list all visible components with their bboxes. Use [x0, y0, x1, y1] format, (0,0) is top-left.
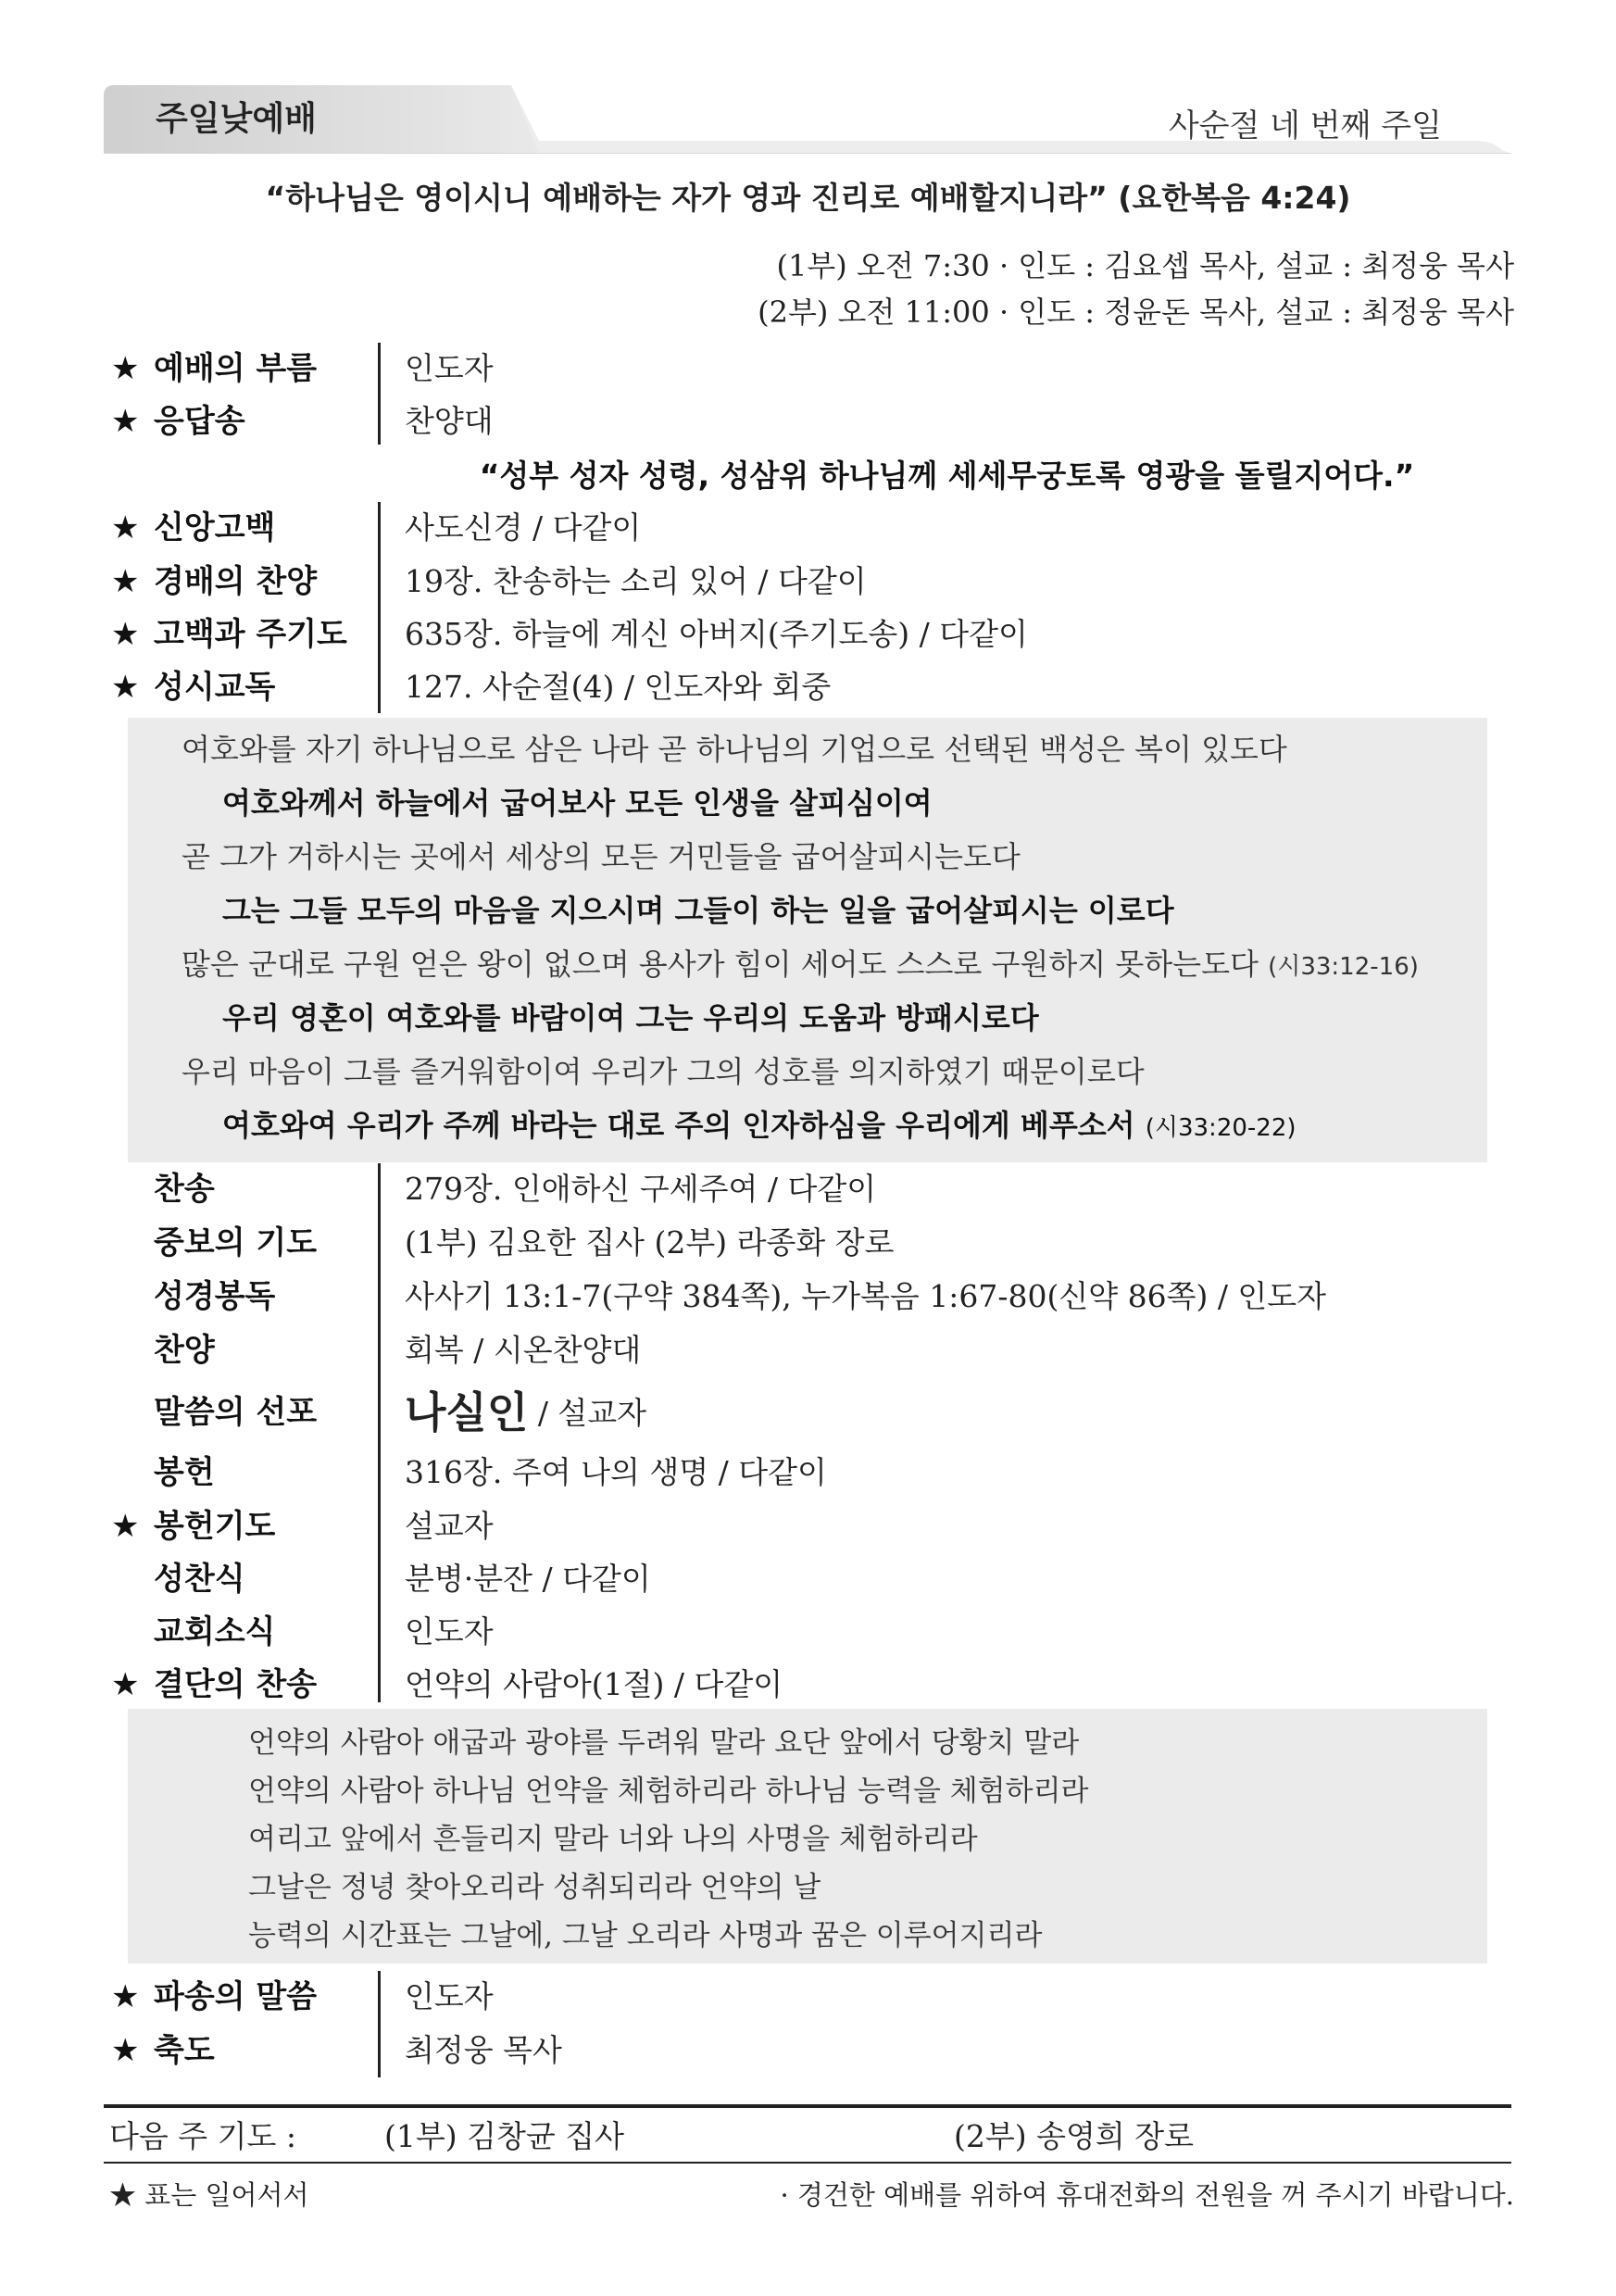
order-label: 중보의 기도 — [154, 1224, 318, 1261]
star-icon: ★ — [111, 1508, 140, 1545]
order-item — [0, 609, 1616, 660]
scripture-reference: (시33:12-16) — [1268, 953, 1419, 981]
order-value: 분병·분잔 / 다같이 — [405, 1561, 651, 1597]
order-value: 127. 사순절(4) / 인도자와 회중 — [405, 669, 832, 705]
order-label: ★ 예배의 부름 — [111, 343, 317, 395]
service-2-info: (2부) 오전 11:00 · 인도 : 정윤돈 목사, 설교 : 최정웅 목사 — [758, 295, 1514, 330]
response-text: “성부 성자 성령, 성삼위 하나님께 세세무궁토록 영광을 돌릴지어다.” — [479, 458, 1415, 494]
reading-line: 여호와여 우리가 주께 바라는 대로 주의 인자하심을 우리에게 베푸소서 (시33:20-22) — [222, 1108, 1297, 1143]
order-value: 나실인 / 설교자 — [405, 1387, 647, 1437]
scripture-reference: (시33:20-22) — [1145, 1114, 1297, 1142]
order-value: 635장. 하늘에 계신 아버지(주기도송) / 다같이 — [405, 616, 1028, 652]
order-label: ★ 고백과 주기도 — [111, 609, 347, 660]
order-label: ★ 성시교독 — [111, 661, 275, 713]
liturgical-week: 사순절 네 번째 주일 — [1168, 107, 1442, 144]
lyric-line: 능력의 시간표는 그날에, 그날 오리라 사명과 꿈은 이루어지리라 — [248, 1919, 1043, 1952]
order-item — [0, 556, 1616, 608]
order-value: 사사기 13:1-7(구약 384쪽), 누가복음 1:67-80(신약 86쪽) / 인도자 — [405, 1278, 1327, 1314]
order-label: 봉헌 — [154, 1454, 215, 1491]
star-icon: ★ — [111, 1666, 140, 1703]
page-title: 주일낮예배 — [156, 100, 317, 138]
order-label: 찬양 — [154, 1332, 215, 1369]
phone-notice: · 경건한 예배를 위하여 휴대전화의 전원을 꺼 주시기 바랍니다. — [780, 2179, 1514, 2211]
star-icon: ★ — [111, 350, 140, 387]
star-icon: ★ — [111, 2032, 140, 2069]
order-value: 인도자 — [405, 350, 494, 386]
reading-line: 여호와께서 하늘에서 굽어보사 모든 인생을 살피심이여 — [222, 785, 933, 821]
order-label: ★ 봉헌기도 — [111, 1500, 275, 1552]
order-value: 인도자 — [405, 1613, 494, 1650]
order-value: 316장. 주여 나의 생명 / 다같이 — [405, 1454, 827, 1490]
order-label: 성찬식 — [154, 1561, 245, 1598]
order-item — [0, 2025, 1616, 2076]
next-week-prayer-label: 다음 주 기도 : — [109, 2118, 296, 2154]
next-week-prayer-1: (1부) 김창균 집사 — [384, 2118, 624, 2154]
order-value: (1부) 김요한 집사 (2부) 라종화 장로 — [405, 1224, 895, 1261]
order-item — [0, 1553, 1616, 1605]
order-label: ★ 신앙고백 — [111, 502, 275, 554]
order-label: ★ 축도 — [111, 2025, 215, 2076]
order-item — [0, 1217, 1616, 1269]
reading-line: 그는 그들 모두의 마음을 지으시며 그들이 하는 일을 굽어살피시는 이로다 — [222, 893, 1174, 928]
lyric-line: 언약의 사람아 애굽과 광야를 두려워 말라 요단 앞에서 당황치 말라 — [248, 1726, 1080, 1760]
order-item — [0, 1324, 1616, 1376]
order-item — [0, 1163, 1616, 1215]
order-label: ★ 결단의 찬송 — [111, 1659, 317, 1711]
order-value: 설교자 — [405, 1508, 494, 1544]
order-item — [0, 1659, 1616, 1711]
order-value: 사도신경 / 다같이 — [405, 509, 642, 546]
order-value: 19장. 찬송하는 소리 있어 / 다같이 — [405, 563, 867, 599]
star-icon: ★ — [111, 403, 140, 440]
order-value: 최정웅 목사 — [405, 2032, 562, 2068]
order-value: 언약의 사람아(1절) / 다같이 — [405, 1666, 783, 1702]
order-item — [0, 395, 1616, 447]
reading-line: 많은 군대로 구원 얻은 왕이 없으며 용사가 힘이 세어도 스스로 구원하지 못하는도다 (시33:12-16) — [182, 947, 1419, 982]
reading-line: 우리 영혼이 여호와를 바람이여 그는 우리의 도움과 방패시로다 — [222, 1000, 1039, 1035]
star-icon: ★ — [111, 509, 140, 546]
order-label: ★ 경배의 찬양 — [111, 556, 317, 608]
divider — [104, 2104, 1511, 2108]
sermon-title: 나실인 — [405, 1387, 529, 1437]
reading-line: 곧 그가 거하시는 곳에서 세상의 모든 거민들을 굽어살피시는도다 — [182, 839, 1021, 874]
star-icon: ★ — [111, 1978, 140, 2015]
order-label: 찬송 — [154, 1171, 215, 1208]
order-value: 찬양대 — [405, 403, 494, 439]
reading-line: 우리 마음이 그를 즐거워함이여 우리가 그의 성호를 의지하였기 때문이로다 — [182, 1054, 1145, 1089]
divider — [104, 2162, 1511, 2164]
order-label: 교회소식 — [154, 1613, 276, 1650]
lyric-line: 언약의 사람아 하나님 언약을 체험하리라 하나님 능력을 체험하리라 — [248, 1775, 1089, 1808]
order-item — [0, 1500, 1616, 1552]
order-label: 성경봉독 — [154, 1278, 276, 1315]
lyric-line: 그날은 정녕 찾아오리라 성취되리라 언약의 날 — [248, 1871, 821, 1904]
order-item — [0, 1971, 1616, 2023]
lyric-line: 여리고 앞에서 흔들리지 말라 너와 나의 사명을 체험하리라 — [248, 1823, 978, 1856]
next-week-prayer-2: (2부) 송영희 장로 — [954, 2118, 1194, 2154]
theme-verse: “하나님은 영이시니 예배하는 자가 영과 진리로 예배할지니라” (요한복음 4:24) — [265, 180, 1351, 216]
order-value: 279장. 인애하신 구세주여 / 다같이 — [405, 1171, 877, 1207]
order-item — [0, 1384, 1616, 1441]
star-icon: ★ — [111, 669, 140, 706]
order-label: 말씀의 선포 — [154, 1394, 318, 1431]
order-item — [0, 1606, 1616, 1658]
service-1-info: (1부) 오전 7:30 · 인도 : 김요셉 목사, 설교 : 최정웅 목사 — [776, 248, 1514, 283]
star-icon: ★ — [111, 616, 140, 653]
standing-note: ★ 표는 일어서서 — [109, 2179, 309, 2211]
order-item — [0, 502, 1616, 554]
order-item — [0, 343, 1616, 395]
order-item — [0, 661, 1616, 713]
order-value: 인도자 — [405, 1978, 494, 2014]
order-item — [0, 1447, 1616, 1499]
star-icon: ★ — [111, 563, 140, 600]
order-label: ★ 응답송 — [111, 395, 245, 447]
order-item — [0, 1271, 1616, 1323]
reading-line: 여호와를 자기 하나님으로 삼은 나라 곧 하나님의 기업으로 선택된 백성은 복이 있도다 — [182, 732, 1287, 767]
order-label: ★ 파송의 말씀 — [111, 1971, 317, 2023]
order-value: 회복 / 시온찬양대 — [405, 1332, 642, 1368]
